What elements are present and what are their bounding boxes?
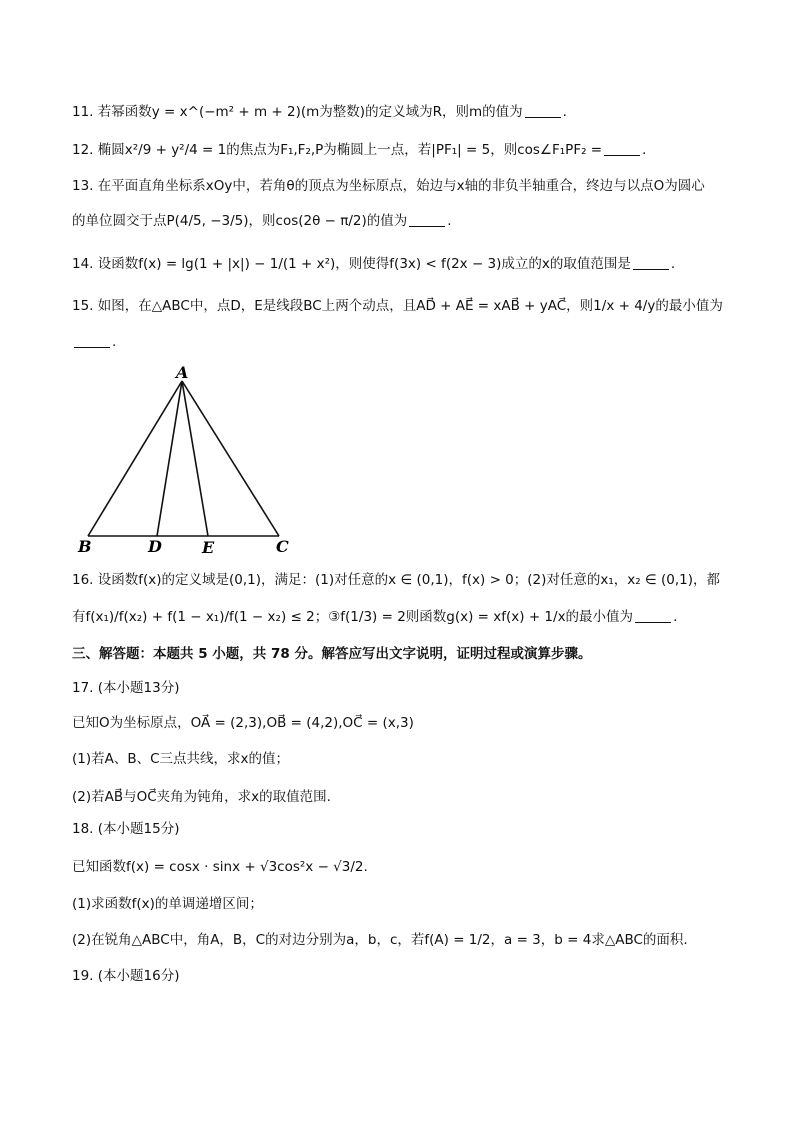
question-16-line2: 有f(x₁)/f(x₂) + f(1 − x₁)/f(1 − x₂) ≤ 2；③f(1/3) = 2则函数g(x) = xf(x) + 1/x的最小值为 . — [72, 609, 678, 625]
label-B: B — [78, 537, 92, 556]
question-16-line1: 16. 设函数f(x)的定义域是(0,1)，满足：(1)对任意的x ∈ (0,1)，f(x) > 0；(2)对任意的x₁，x₂ ∈ (0,1)，都 — [72, 572, 721, 588]
answer-blank — [635, 608, 671, 623]
question-13-line1: 13. 在平面直角坐标系xOy中，若角θ的顶点为坐标原点，始边与x轴的非负半轴重合，终边与以点O为圆心 — [72, 178, 705, 194]
segment-AC — [182, 381, 279, 536]
question-18-title: 18. (本小题15分) — [72, 821, 180, 837]
segment-AD — [157, 381, 182, 536]
segment-AE — [182, 381, 208, 536]
question-13-line2: 的单位圆交于点P(4/5, −3/5)，则cos(2θ − π/2)的值为 . — [72, 213, 452, 229]
question-11: 11. 若幂函数y = x^(−m² + m + 2)(m为整数)的定义域为R，则m的值为 . — [72, 104, 567, 120]
label-A: A — [176, 363, 189, 382]
question-15-line1: 15. 如图，在△ABC中，点D，E是线段BC上两个动点，且AD⃗ + AE⃗ = xAB⃗ + yAC⃗，则1/x + 4/y的最小值为 — [72, 298, 723, 314]
label-E: E — [202, 538, 215, 557]
question-17-part1: (1)若A、B、C三点共线，求x的值； — [72, 751, 290, 767]
label-D: D — [148, 537, 162, 556]
section-3-heading: 三、解答题：本题共 5 小题，共 78 分。解答应写出文字说明，证明过程或演算步骤。 — [72, 646, 592, 662]
question-18-part1: (1)求函数f(x)的单调递增区间； — [72, 896, 263, 912]
label-C: C — [276, 537, 289, 556]
question-14: 14. 设函数f(x) = lg(1 + |x|) − 1/(1 + x²)，则使得f(3x) < f(2x − 3)成立的x的取值范围是 . — [72, 256, 676, 272]
question-19-title: 19. (本小题16分) — [72, 968, 180, 984]
question-18-part2: (2)在锐角△ABC中，角A，B，C的对边分别为a，b，c，若f(A) = 1/2，a = 3，b = 4求△ABC的面积. — [72, 932, 688, 948]
question-12: 12. 椭圆x²/9 + y²/4 = 1的焦点为F₁,F₂,P为椭圆上一点，若|PF₁| = 5，则cos∠F₁PF₂ = . — [72, 142, 647, 158]
segment-AB — [88, 381, 182, 536]
question-18-stem: 已知函数f(x) = cosx · sinx + √3cos²x − √3/2. — [72, 859, 368, 875]
question-17-part2: (2)若AB⃗与OC⃗夹角为钝角，求x的取值范围. — [72, 789, 331, 805]
question-17-stem: 已知O为坐标原点，OA⃗ = (2,3),OB⃗ = (4,2),OC⃗ = (x,3) — [72, 715, 414, 731]
question-15-line2: . — [72, 331, 724, 353]
question-17-title: 17. (本小题13分) — [72, 680, 180, 696]
